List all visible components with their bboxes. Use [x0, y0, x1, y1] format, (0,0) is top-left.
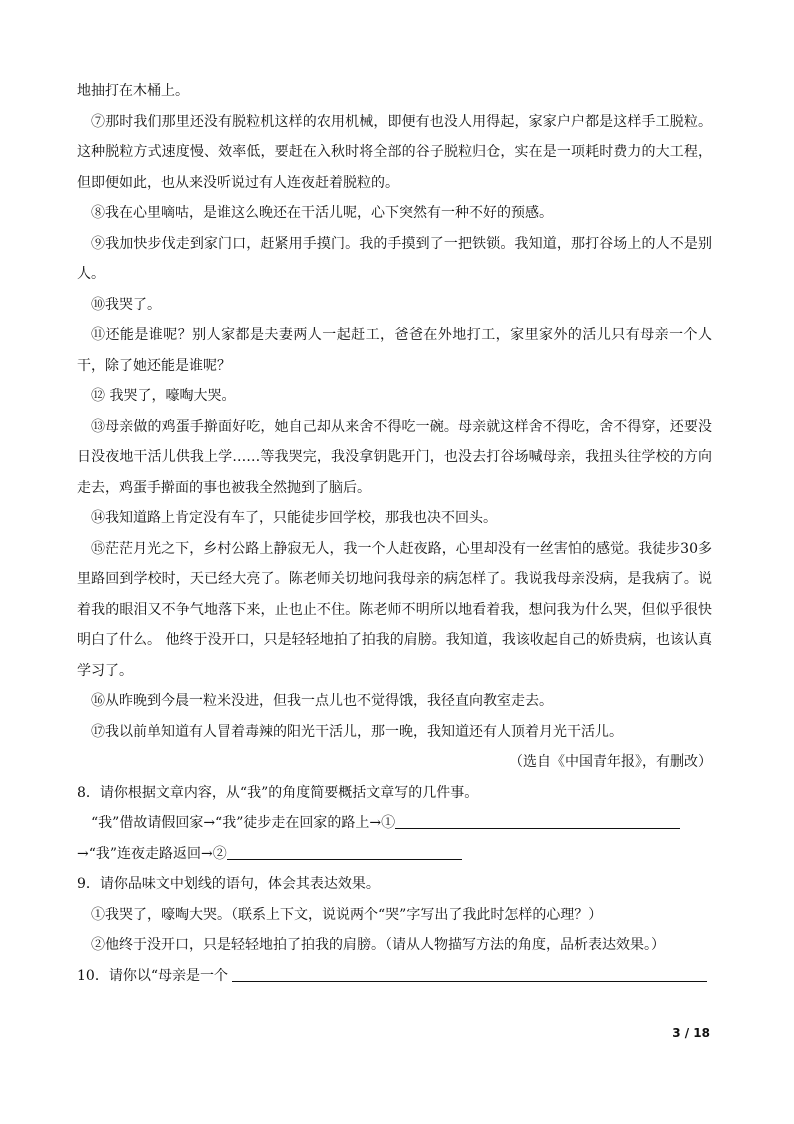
question-8: 8．请你根据文章内容，从“我”的角度简要概括文章写的几件事。 — [77, 784, 479, 801]
question-9-2: ②他终于没开口，只是轻轻地拍了拍我的肩膀。（请从人物描写方法的角度，品析表达效果。） — [91, 937, 665, 953]
question-8-line-2 — [77, 839, 712, 870]
paragraph-10: ⑩我哭了。 — [91, 296, 161, 313]
paragraph-12: ⑫ 我哭了，嚎啕大哭。 — [91, 388, 236, 404]
question-10 — [77, 961, 712, 992]
paragraph-8: ⑧我在心里嘀咕，是谁这么晚还在干活儿呢，心下突然有一种不好的预感。 — [91, 205, 553, 221]
answer-blank-1[interactable] — [395, 812, 680, 829]
question-10-text: 10．请你以“母亲是一个 — [77, 967, 228, 984]
paragraph-14: ⑭我知道路上肯定没有车了，只能徒步回学校，那我也决不回头。 — [91, 510, 497, 526]
question-9-1: ①我哭了，嚎啕大哭。（联系上下文，说说两个“哭”字写出了我此时怎样的心理？） — [91, 906, 603, 923]
question-9: 9．请你品味文中划线的语句，体会其表达效果。 — [77, 876, 380, 892]
article-source: （选自《中国青年报》，有删改） — [509, 754, 712, 770]
paragraph-15: ⑮茫茫月光之下，乡村公路上静寂无人，我一个人赶夜路，心里却没有一丝害怕的感觉。我徒步30多里路回到学校时，天已经大亮了。陈老师关切地问我母亲的病怎样了。我说我母亲没病，是我病了。说着我的眼泪又不争气地落下来，止也止不住。陈老师不明所以地看着我，想问我为什么哭，但似乎很快明白了什么。 他终于没开口，只是轻轻地拍了拍我的肩膀。我知道，我该收起自己的娇贵病，也该认真学习了。 — [77, 540, 712, 679]
answer-blank-2[interactable] — [227, 843, 462, 860]
question-8-line-1 — [77, 808, 712, 839]
paragraph-continued: 地抽打在木桶上。 — [77, 83, 189, 99]
question-8-line-1-text: “我”借故请假回家→“我”徒步走在回家的路上→① — [91, 815, 396, 831]
paragraph-11: ⑪还能是谁呢？别人家都是夫妻两人一起赶工，爸爸在外地打工，家里家外的活儿只有母亲一个人干，除了她还能是谁呢？ — [77, 327, 712, 374]
answer-blank-3[interactable] — [232, 965, 707, 982]
paragraph-7: ⑦那时我们那里还没有脱粒机这样的农用机械，即便有也没人用得起，家家户户都是这样手工脱粒。这种脱粒方式速度慢、效率低，要赶在入秋时将全部的谷子脱粒归仓，实在是一项耗时费力的大工程，但即便如此，也从来没听说过有人连夜赶着脱粒的。 — [77, 113, 712, 191]
document-body — [77, 76, 712, 991]
question-8-line-2-text: →“我”连夜走路返回→② — [77, 845, 227, 862]
paragraph-13: ⑬母亲做的鸡蛋手擀面好吃，她自己却从来舍不得吃一碗。母亲就这样舍不得吃，舍不得穿，还要没日没夜地干活儿供我上学……等我哭完，我没拿钥匙开门，也没去打谷场喊母亲，我扭头往学校的方向走去，鸡蛋手擀面的事也被我全然抛到了脑后。 — [77, 418, 712, 496]
paragraph-16: ⑯从昨晚到今晨一粒米没进，但我一点儿也不觉得饿，我径直向教室走去。 — [91, 693, 553, 709]
paragraph-17: ⑰我以前单知道有人冒着毒辣的阳光干活儿，那一晚，我知道还有人顶着月光干活儿。 — [91, 723, 623, 740]
paragraph-9: ⑨我加快步伐走到家门口，赶紧用手摸门。我的手摸到了一把铁锁。我知道，那打谷场上的人不是别人。 — [77, 235, 712, 282]
page-number: 3 / 18 — [672, 1026, 710, 1040]
